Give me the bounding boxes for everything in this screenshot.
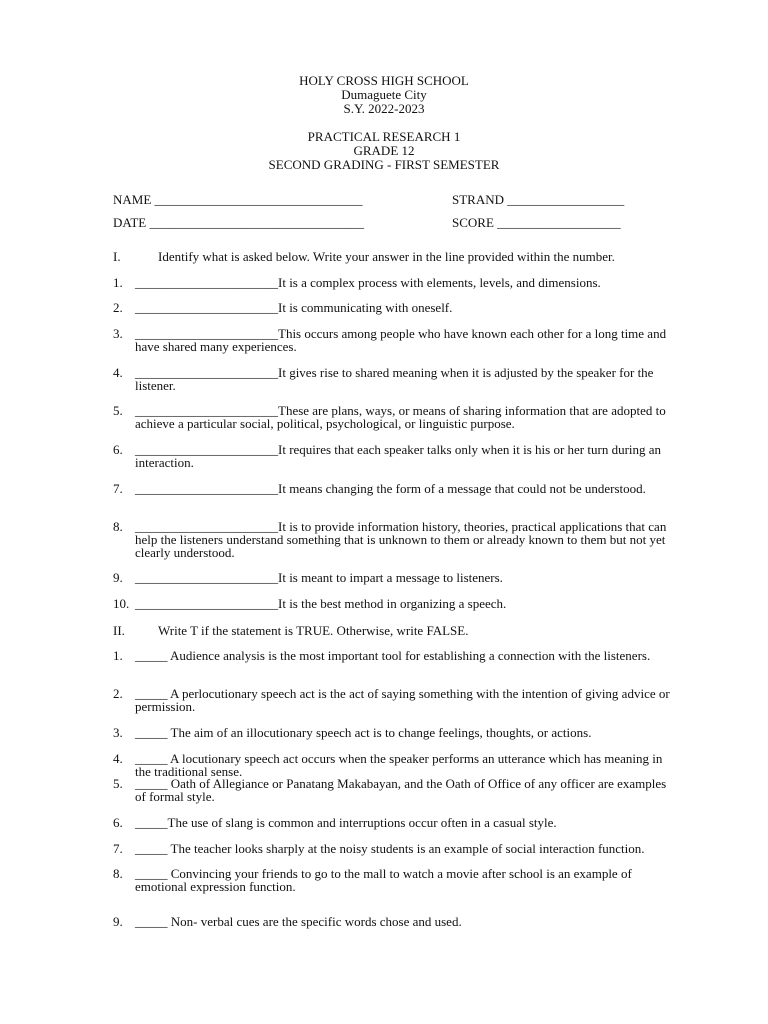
school-city: Dumaguete City [341,87,427,102]
section-1-instruction [113,250,615,264]
true-false-item[interactable]: 2. _____ A perlocutionary speech act is the act of saying something with the intention of giving advice or permission. [113,686,670,714]
section-2-text: Write T if the statement is TRUE. Otherwise, write FALSE. [158,623,469,638]
identification-item[interactable]: 3. ______________________This occurs among people who have known each other for a long time and have shared many experiences. [113,326,667,354]
true-false-item[interactable]: 6. _____The use of slang is common and interruptions occur often in a casual style. [113,815,557,830]
name-field[interactable]: NAME ________________________________ [113,192,363,207]
identification-item[interactable]: 10. ______________________It is the best method in organizing a speech. [113,596,507,611]
identification-item[interactable]: 4. ______________________It gives rise to shared meaning when it is adjusted by the speaker for the listener. [113,365,654,393]
true-false-item[interactable]: 3. _____ The aim of an illocutionary speech act is to change feelings, thoughts, or actions. [113,725,592,740]
identification-item[interactable]: 8. ______________________It is to provide information history, theories, practical applications that can help the listeners understand something that is unknown to them or already known to them but not yet clearly understood. [113,519,667,560]
subject-title: PRACTICAL RESEARCH 1 [307,129,461,144]
section-2-numeral: II. [113,623,125,638]
identification-item[interactable]: 2. ______________________It is communicating with oneself. [113,300,453,315]
true-false-item[interactable]: 5. _____ Oath of Allegiance or Panatang Makabayan, and the Oath of Office of any officer are examples of formal style. [113,776,667,804]
grade-level: GRADE 12 [353,143,415,158]
identification-item[interactable]: 1. ______________________It is a complex process with elements, levels, and dimensions. [113,275,601,290]
section-1-numeral: I. [113,249,121,264]
score-field[interactable]: SCORE ___________________ [452,215,621,230]
school-name: HOLY CROSS HIGH SCHOOL [299,73,469,88]
identification-item[interactable]: 9. ______________________It is meant to impart a message to listeners. [113,570,503,585]
identification-item[interactable]: 6. ______________________It requires that each speaker talks only when it is his or her turn during an interaction. [113,442,662,470]
true-false-item[interactable]: 4. _____ A locutionary speech act occurs when the speaker performs an utterance which has meaning in the traditional sense. [113,751,663,779]
section-1-text: Identify what is asked below. Write your answer in the line provided within the number. [158,249,615,264]
term-title: SECOND GRADING - FIRST SEMESTER [268,157,500,172]
strand-field[interactable]: STRAND __________________ [452,192,625,207]
school-year: S.Y. 2022-2023 [343,101,425,116]
true-false-item[interactable]: 8. _____ Convincing your friends to go to the mall to watch a movie after school is an example of emotional expression function. [113,866,632,894]
identification-item[interactable]: 5. ______________________These are plans, ways, or means of sharing information that are adopted to achieve a particular social, political, psychological, or linguistic purpose. [113,403,666,431]
true-false-item[interactable]: 7. _____ The teacher looks sharply at the noisy students is an example of social interaction function. [113,841,645,856]
school-header [0,74,768,116]
true-false-item[interactable]: 1. _____ Audience analysis is the most important tool for establishing a connection with the listeners. [113,648,651,663]
date-field[interactable]: DATE _________________________________ [113,215,364,230]
true-false-item[interactable]: 9. _____ Non- verbal cues are the specific words chose and used. [113,914,462,929]
identification-item[interactable]: 7. ______________________It means changing the form of a message that could not be understood. [113,481,646,496]
exam-header [0,130,768,172]
section-2-instruction [113,624,468,638]
